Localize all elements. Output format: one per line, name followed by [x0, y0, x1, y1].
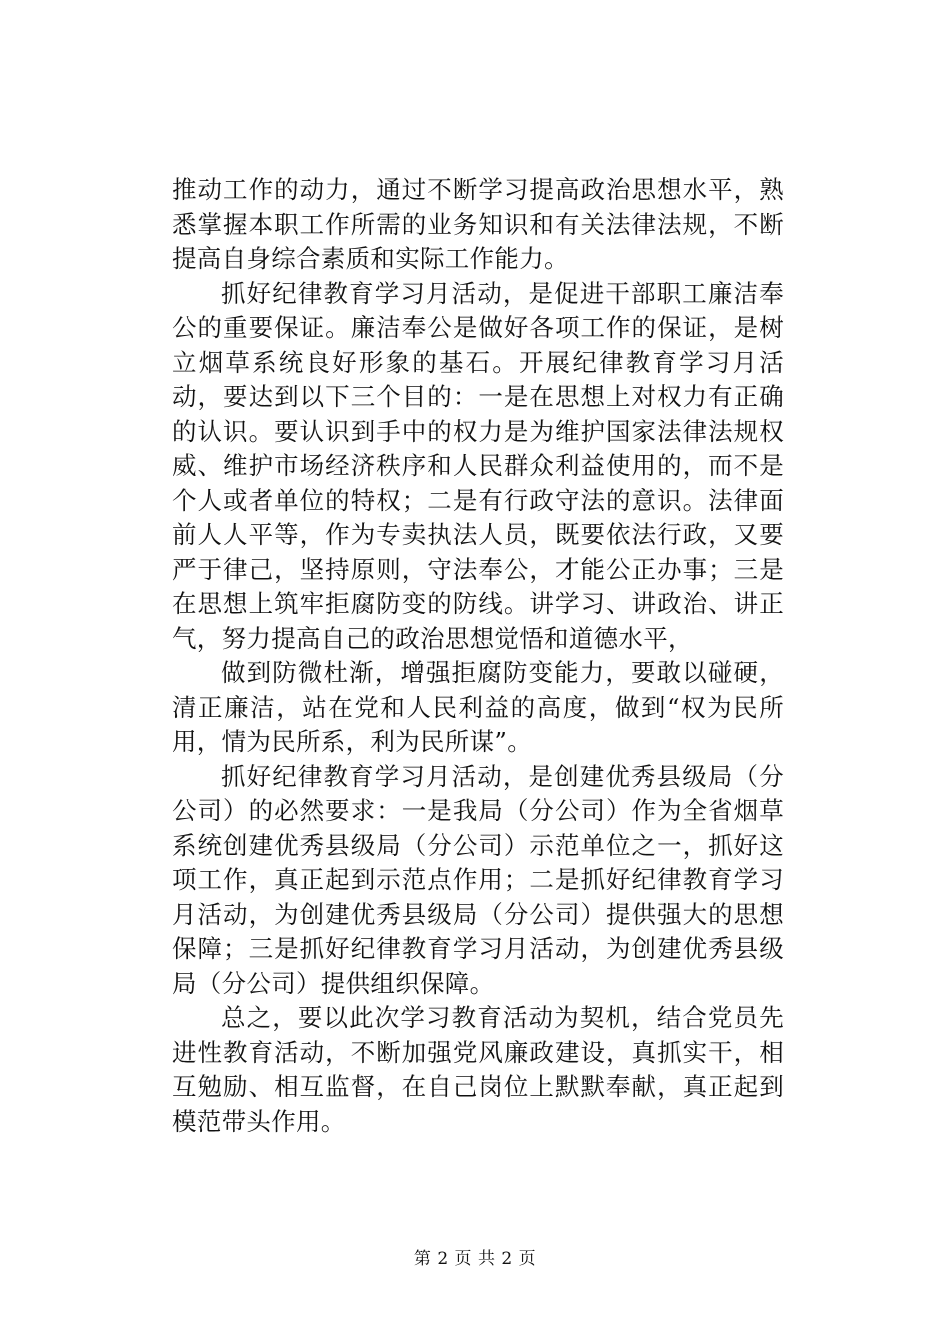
- document-body: [172, 173, 784, 1139]
- paragraph-conclusion: 总之，要以此次学习教育活动为契机，结合党员先进性教育活动，不断加强党风廉政建设，真抓实干，相互勉励、相互监督，在自己岗位上默默奉献，真正起到模范带头作用。: [172, 1003, 784, 1136]
- paragraph-prevention: 做到防微杜渐，增强拒腐防变能力，要敢以碰硬，清正廉洁，站在党和人民利益的高度，做到“权为民所用，情为民所系，利为民所谋”。: [172, 658, 784, 756]
- paragraph-continuation: 推动工作的动力，通过不断学习提高政治思想水平，熟悉掌握本职工作所需的业务知识和有关法律法规，不断提高自身综合素质和实际工作能力。: [172, 175, 784, 273]
- paragraph-county-bureau: 抓好纪律教育学习月活动，是创建优秀县级局（分公司）的必然要求：一是我局（分公司）作为全省烟草系统创建优秀县级局（分公司）示范单位之一，抓好这项工作，真正起到示范点作用；二是抓好纪律教育学习月活动，为创建优秀县级局（分公司）提供强大的思想保障；三是抓好纪律教育学习月活动，为创建优秀县级局（分公司）提供组织保障。: [172, 761, 784, 998]
- page-footer: 第 2 页 共 2 页: [413, 1249, 537, 1269]
- paragraph-discipline-guarantee: 抓好纪律教育学习月活动，是促进干部职工廉洁奉公的重要保证。廉洁奉公是做好各项工作的保证，是树立烟草系统良好形象的基石。开展纪律教育学习月活动，要达到以下三个目的：一是在思想上对权力有正确的认识。要认识到手中的权力是为维护国家法律法规权威、维护市场经济秩序和人民群众利益使用的，而不是个人或者单位的特权；二是有行政守法的意识。法律面前人人平等，作为专卖执法人员，既要依法行政，又要严于律己，坚持原则，守法奉公，才能公正办事；三是在思想上筑牢拒腐防变的防线。讲学习、讲政治、讲正气，努力提高自己的政治思想觉悟和道德水平，: [172, 278, 784, 653]
